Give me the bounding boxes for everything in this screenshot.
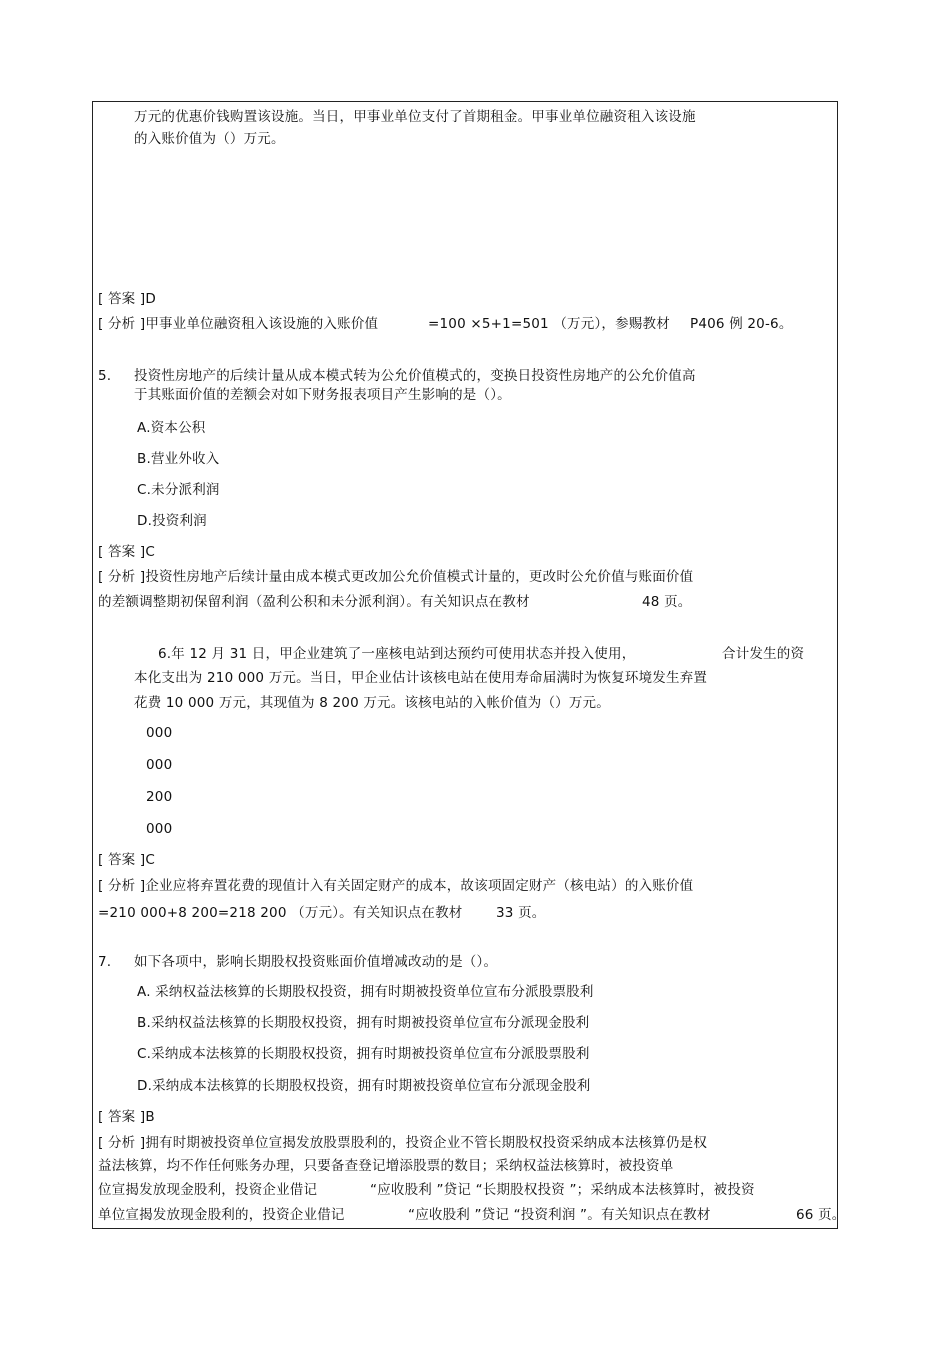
q6-text-line2: 本化支出为 210 000 万元。当日，甲企业估计该核电站在使用寿命届满时为恢复环境发生弃置 (134, 670, 708, 686)
q7-analysis-page: 66 页。 (796, 1207, 846, 1223)
q7-option-b: B.采纳权益法核算的长期股权投资，拥有时期被投资单位宣布分派现金股利 (137, 1015, 590, 1031)
q4-analysis-part1: [ 分析 ]甲事业单位融资租入该设施的入账价值 (98, 316, 379, 332)
q6-option-c: 200 (146, 789, 173, 805)
q7-option-a: A. 采纳权益法核算的长期股权投资，拥有时期被投资单位宣布分派股票股利 (137, 984, 594, 1000)
q7-analysis-line1: [ 分析 ]拥有时期被投资单位宣揭发放股票股利的，投资企业不管长期股权投资采纳成本法核算仍是权 (98, 1135, 708, 1151)
q4-analysis-part3: P406 例 20-6。 (690, 316, 793, 332)
q7-analysis-line4-cont: “应收股利 ”贷记 “投资利润 ”。有关知识点在教材 (408, 1207, 711, 1223)
q6-text-line3: 花费 10 000 万元，其现值为 8 200 万元。该核电站的入帐价值为（）万元。 (134, 695, 610, 711)
q7-analysis-line3: 位宣揭发放现金股利，投资企业借记 (98, 1182, 318, 1198)
q6-option-d: 000 (146, 821, 173, 837)
q6-option-a: 000 (146, 725, 173, 741)
q6-option-b: 000 (146, 757, 173, 773)
q5-analysis-line1: [ 分析 ]投资性房地产后续计量由成本模式更改加公允价值模式计量的，更改时公允价值与账面价值 (98, 569, 694, 585)
q5-analysis-line2: 的差额调整期初保留利润（盈利公积和未分派利润）。有关知识点在教材 (98, 594, 530, 610)
q5-option-d: D.投资利润 (137, 513, 207, 529)
q5-option-b: B.营业外收入 (137, 451, 220, 467)
q7-option-d: D.采纳成本法核算的长期股权投资，拥有时期被投资单位宣布分派现金股利 (137, 1078, 591, 1094)
q6-analysis-line1: [ 分析 ]企业应将弃置花费的现值计入有关固定财产的成本，故该项固定财产（核电站）的入账价值 (98, 878, 694, 894)
q7-option-c: C.采纳成本法核算的长期股权投资，拥有时期被投资单位宣布分派股票股利 (137, 1046, 590, 1062)
q4-text-line1: 万元的优惠价钱购置该设施。当日，甲事业单位支付了首期租金。甲事业单位融资租入该设施 (134, 109, 696, 125)
q7-analysis-line2: 益法核算，均不作任何账务办理，只要备查登记增添股票的数目；采纳权益法核算时，被投资单 (98, 1158, 674, 1174)
q5-option-a: A.资本公积 (137, 420, 206, 436)
q5-number: 5. (98, 368, 112, 384)
q5-analysis-page: 48 页。 (642, 594, 692, 610)
q5-text-line1: 投资性房地产的后续计量从成本模式转为公允价值模式的，变换日投资性房地产的公允价值高 (134, 368, 696, 384)
q5-answer: [ 答案 ]C (98, 544, 155, 560)
q7-answer: [ 答案 ]B (98, 1109, 155, 1125)
q5-option-c: C.未分派利润 (137, 482, 220, 498)
q4-text-line2: 的入账价值为（）万元。 (134, 131, 285, 147)
q5-text-line2: 于其账面价值的差额会对如下财务报表项目产生影响的是（）。 (134, 387, 511, 403)
q6-text-line1: 6.年 12 月 31 日，甲企业建筑了一座核电站到达预约可使用状态并投入使用， (158, 646, 636, 662)
q7-analysis-line4: 单位宣揭发放现金股利的，投资企业借记 (98, 1207, 345, 1223)
q6-answer: [ 答案 ]C (98, 852, 155, 868)
q6-analysis-page: 33 页。 (496, 905, 546, 921)
q4-analysis-part2: =100 ×5+1=501 （万元），参赐教材 (428, 316, 670, 332)
q6-analysis-line2: =210 000+8 200=218 200 （万元）。有关知识点在教材 (98, 905, 463, 921)
q7-analysis-line3-cont: “应收股利 ”贷记 “长期股权投资 ”；采纳成本法核算时，被投资 (370, 1182, 755, 1198)
q7-text-line1: 如下各项中，影响长期股权投资账面价值增减改动的是（）。 (134, 954, 498, 970)
q4-answer: [ 答案 ]D (98, 291, 156, 307)
q6-text-line1-end: 合计发生的资 (722, 646, 805, 662)
q7-number: 7. (98, 954, 112, 970)
